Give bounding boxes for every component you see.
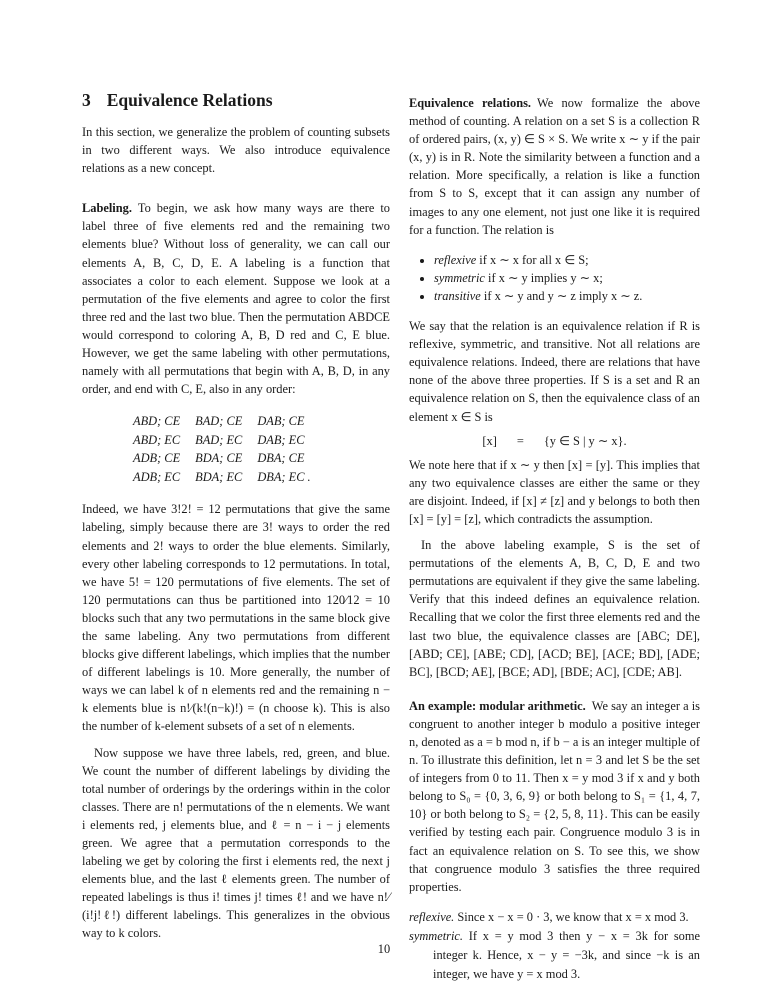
permutation-row: [133, 468, 326, 487]
equivalence-heading: Equivalence relations.: [409, 96, 532, 110]
indeed-paragraph: Indeed, we have 3!2! = 12 permutations that give the same labeling, simply because there are 3! ways to order the red elements and 2! ways to order the blue elements. Similarly, every other labeling corresponds to 12 permutations. In total, we have 5! = 120 permutations of five elements. The set of 120 permutations can thus be partitioned into 120⁄12 = 10 blocks such that any two permutations in the same block give the same labeling. Any two permutations from different blocks give different labelings, which implies that the number of different labelings is 10. More generally, the number of ways we can label k of n elements red and the remaining n − k elements blue is n!⁄(k!(n−k)!) = (n choose k). This is also the number of k-element subsets of a set of n elements.: [82, 502, 390, 734]
permutation-cell: BAD; CE: [195, 414, 243, 429]
bullet-text: if x ∼ y and y ∼ z imply x ∼ z.: [480, 288, 643, 303]
formula-rhs: {y ∈ S | y ∼ x}.: [543, 433, 627, 448]
bullet-text: if x ∼ x for all x ∈ S;: [476, 252, 589, 267]
property-list: [409, 251, 700, 305]
equivalence-text: We now formalize the above method of counting. A relation on a set S is a collection R of ordered pairs, (x, y) ∈ S × S. We write x ∼ y if the pair (x, y) is in R. Note the similarity between a function and a relation. More specifically, a relation is like a function from S to S, except that it can assign any number of images to any one element, not just one like it is required for a function. The relation is: [409, 96, 700, 237]
now-suppose-paragraph: Now suppose we have three labels, red, green, and blue. We count the number of different labelings by dividing the total number of orderings by the orderings within in the color classes. There are n! permutations of the n elements. We want i elements red, j elements blue, and ℓ = n − i − j elements green. We agree that a permutation corresponds to the labeling we get by coloring the first i elements red, the next j elements blue, and the last ℓ elements green. The number of repeated labelings is thus i! times j! times ℓ! and we have n!⁄(i!j!ℓ!) different labelings. This generalizes in the obvious way to k colors.: [82, 745, 390, 941]
section-heading: [82, 89, 390, 111]
term: symmetric.: [409, 928, 464, 943]
permutation-cell: ABD; CE: [133, 414, 181, 429]
section-number: 3: [82, 90, 91, 110]
permutation-cell: BAD; EC: [195, 432, 243, 447]
permutation-cell: DBA; EC .: [257, 469, 311, 484]
bullet-symmetric: [434, 269, 700, 287]
permutation-cell: DAB; EC: [257, 432, 305, 447]
permutation-row: [133, 431, 326, 450]
prop-text: Since x − x = 0 · 3, we know that x = x mod 3.: [454, 909, 689, 924]
permutation-row: [133, 449, 326, 468]
section-title: Equivalence Relations: [106, 90, 273, 110]
term: reflexive: [434, 252, 477, 267]
permutation-cell: BDA; CE: [195, 451, 243, 466]
permutation-cell: BDA; EC: [195, 469, 243, 484]
bullet-reflexive: [434, 251, 700, 269]
we-note-paragraph: We note here that if x ∼ y then [x] = [y]. This implies that any two equivalence classes are either the same or they are disjoint. Indeed, if [x] ≠ [z] and y belongs to both then [x] = [y] = [z], which contradicts the assumption.: [409, 457, 700, 526]
right-column: [409, 94, 700, 984]
permutation-cell: DAB; CE: [257, 414, 305, 429]
bullet-transitive: [434, 287, 700, 305]
permutation-cell: DBA; CE: [257, 451, 305, 466]
page-number: 10: [377, 942, 391, 956]
permutation-cell: ADB; EC: [133, 469, 181, 484]
modular-heading: An example: modular arithmetic.: [409, 698, 586, 713]
prop-text: If x = y mod 3 then y − x = 3k for some integer k. Hence, x − y = −3k, and since −k is an integer, we have y = x mod 3.: [433, 928, 700, 981]
labeling-text: To begin, we ask how many ways are there to label three of five elements red and the remaining two elements blue? Without loss of generality, we can call our elements A, B, C, D, E. A labeling is a function that associates a color to each element. Suppose we look at a permutation of the five elements and agree to color the first three red and the last two blue. Then the permutation ABDCE would correspond to coloring A, B, D red and C, E blue. However, we get the same labeling with other permutations, namely with all permutations that begin with A, B, D, in any order, and end with C, E, also in any order:: [82, 201, 390, 397]
modular-text: We say an integer a is congruent to another integer b modulo a positive integer n, denoted as a = b mod n, if b − a is an integer multiple of n. To illustrate this definition, let n = 3 and let S be the set of integers from 0 to 11. Then x = y mod 3 if x and y both belong to S₀ = {0, 3, 6, 9} or both belong to S₁ = {1, 4, 7, 10} or both belong to S₂ = {2, 5, 8, 11}. This can be easily verified by testing each pair. Congruence modulo 3 is in fact an equivalence relation on S. To see this, we show that congruence modulo 3 satisfies the three required properties.: [409, 698, 700, 894]
equivalence-class-formula: [409, 432, 700, 450]
labeling-paragraph: [82, 199, 390, 398]
labeling-heading: Labeling.: [82, 201, 132, 216]
we-say-paragraph: We say that the relation is an equivalence relation if R is reflexive, symmetric, and transitive. Not all relations are equivalence relations. Indeed, there are relations that have none of the above three properties. If S is a set and R an equivalence relation on S, then the equivalence class of an element x ∈ S is: [409, 319, 700, 424]
formula-eq: =: [516, 433, 524, 448]
labeling-example-paragraph: In the above labeling example, S is the set of permutations of the elements A, B, C, D, E and two permutations are equivalent if they give the same labeling. Verify that this indeed defines an equivalence relation. Recalling that we color the first three elements red and the last two blue, the equivalence classes are [ABC; DE], [ABD; CE], [ABE; CD], [ACD; BE], [ACE; BD], [ADE; BC], [BCD; AE], [BCE; AD], [BDE; AC], [CDE; AB].: [409, 538, 700, 679]
permutation-cell: ADB; CE: [133, 451, 181, 466]
term: symmetric: [434, 270, 485, 285]
permutation-table: [133, 412, 326, 486]
permutation-row: [133, 412, 326, 431]
modular-paragraph: [409, 697, 700, 896]
intro-paragraph: In this section, we generalize the problem of counting subsets in two different ways. We also introduce equivalence relations as a new concept.: [82, 125, 390, 176]
term: reflexive.: [409, 909, 455, 924]
left-column: [82, 89, 390, 943]
bullet-text: if x ∼ y implies y ∼ x;: [484, 270, 603, 285]
formula-lhs: [x]: [482, 433, 497, 448]
equivalence-paragraph: [409, 94, 700, 239]
permutation-cell: ABD; EC: [133, 432, 181, 447]
prop-reflexive: [409, 908, 700, 927]
term: transitive: [434, 288, 481, 303]
